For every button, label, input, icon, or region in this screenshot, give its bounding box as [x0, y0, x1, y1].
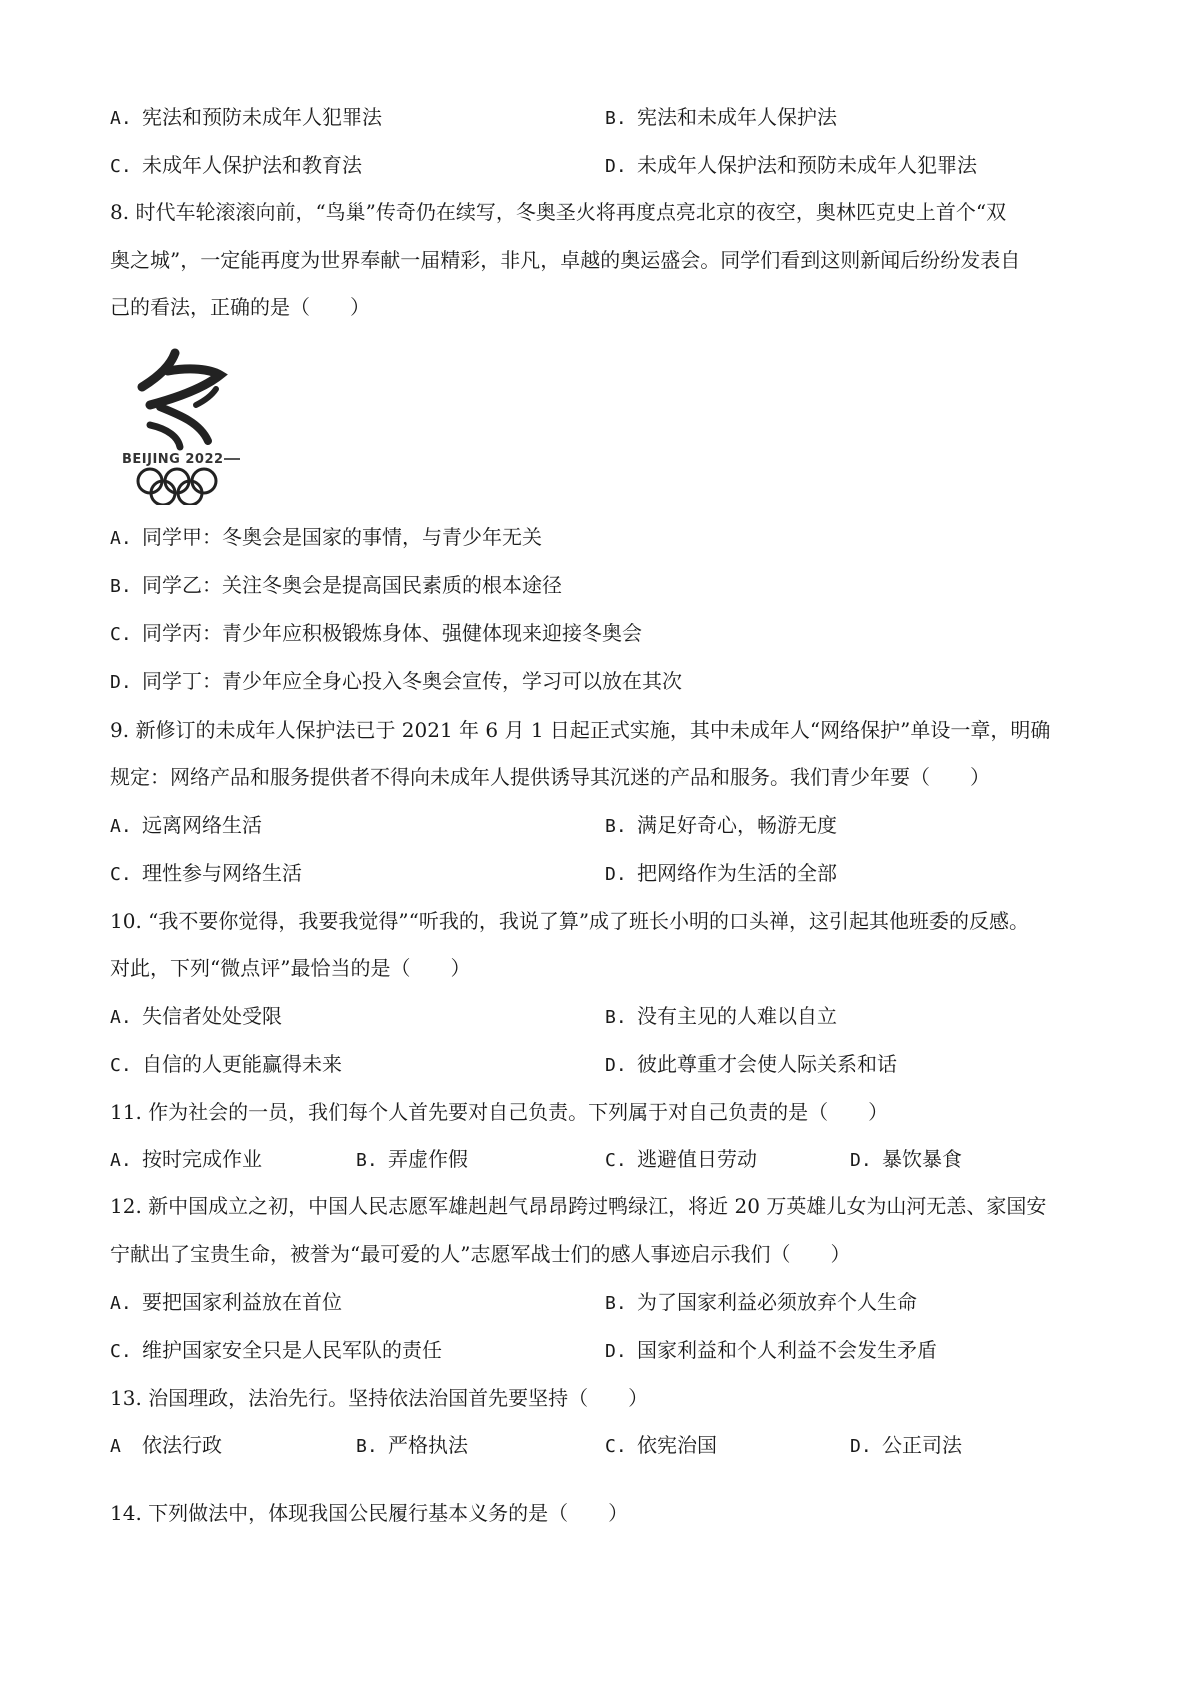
- option-letter: B.: [356, 1436, 378, 1457]
- beijing-2022-logo: [120, 345, 270, 505]
- option-text: 满足好奇心，畅游无度: [637, 813, 837, 837]
- option-text: 按时完成作业: [142, 1147, 262, 1171]
- option-letter: A.: [110, 1293, 132, 1314]
- q13-option-c: [605, 1430, 717, 1460]
- option-letter: D.: [850, 1436, 872, 1457]
- q12-option-d: [605, 1335, 937, 1365]
- option-text: 自信的人更能赢得未来: [142, 1052, 342, 1076]
- q7-option-b: [605, 102, 837, 132]
- q13-option-b: [356, 1430, 468, 1460]
- q8-stem-line-2: 奥之城”，一定能再度为世界奉献一届精彩，非凡，卓越的奥运盛会。同学们看到这则新闻后纷纷发表自: [110, 248, 1021, 272]
- q7-option-c: [110, 150, 362, 180]
- option-letter: A.: [110, 528, 132, 549]
- q9-option-a: [110, 810, 262, 840]
- option-letter: C.: [605, 1436, 627, 1457]
- q8-option-d: [110, 666, 682, 696]
- q9-stem-line-1: 9. 新修订的未成年人保护法已于 2021 年 6 月 1 日起正式实施，其中未成年人“网络保护”单设一章，明确: [110, 718, 1051, 742]
- q9-stem-line-2: 规定：网络产品和服务提供者不得向未成年人提供诱导其沉迷的产品和服务。我们青少年要（ ）: [110, 765, 990, 789]
- q11-option-b: [356, 1144, 468, 1174]
- option-letter: A.: [110, 108, 132, 129]
- option-text: 理性参与网络生活: [142, 861, 302, 885]
- q8-option-c: [110, 618, 642, 648]
- option-letter: C.: [110, 864, 132, 885]
- q9-option-b: [605, 810, 837, 840]
- q14-stem-line-1: 14. 下列做法中，体现我国公民履行基本义务的是（ ）: [110, 1501, 629, 1525]
- q10-stem-line-2: 对此，下列“微点评”最恰当的是（ ）: [110, 956, 471, 980]
- option-text: 弄虚作假: [388, 1147, 468, 1171]
- option-letter: B.: [605, 1007, 627, 1028]
- option-letter: C.: [110, 1055, 132, 1076]
- option-letter: D.: [605, 156, 627, 177]
- q8-option-b: [110, 570, 562, 600]
- q13-option-a: [110, 1430, 222, 1460]
- option-letter: B.: [605, 108, 627, 129]
- q13-option-d: [850, 1430, 962, 1460]
- q11-option-c: [605, 1144, 757, 1174]
- option-letter: B.: [605, 1293, 627, 1314]
- q12-stem-line-1: 12. 新中国成立之初，中国人民志愿军雄赳赳气昂昂跨过鸭绿江，将近 20 万英雄儿女为山河无恙、家国安: [110, 1194, 1047, 1218]
- option-text: 远离网络生活: [142, 813, 262, 837]
- option-letter: A.: [110, 1150, 132, 1171]
- q13-stem-line-1: 13. 治国理政，法治先行。坚持依法治国首先要坚持（ ）: [110, 1386, 649, 1410]
- option-letter: C.: [110, 156, 132, 177]
- option-letter: C.: [110, 624, 132, 645]
- q7-option-d: [605, 150, 977, 180]
- q11-stem-line-1: 11. 作为社会的一员，我们每个人首先要对自己负责。下列属于对自己负责的是（ ）: [110, 1100, 889, 1124]
- q10-option-d: [605, 1049, 897, 1079]
- option-text: 维护国家安全只是人民军队的责任: [142, 1338, 442, 1362]
- option-letter: D.: [110, 672, 132, 693]
- option-text: 公正司法: [882, 1433, 962, 1457]
- option-letter: D.: [605, 1341, 627, 1362]
- option-text: 失信者处处受限: [142, 1004, 282, 1028]
- option-text: 要把国家利益放在首位: [142, 1290, 342, 1314]
- option-letter: D.: [605, 1055, 627, 1076]
- option-letter: B.: [605, 816, 627, 837]
- option-letter: A: [110, 1436, 121, 1457]
- q11-option-a: [110, 1144, 262, 1174]
- option-text: 宪法和预防未成年人犯罪法: [142, 105, 382, 129]
- option-text: 把网络作为生活的全部: [637, 861, 837, 885]
- option-text: 同学乙：关注冬奥会是提高国民素质的根本途径: [142, 573, 562, 597]
- q10-option-c: [110, 1049, 342, 1079]
- option-text: 依宪治国: [637, 1433, 717, 1457]
- option-text: 暴饮暴食: [882, 1147, 962, 1171]
- q10-stem-line-1: 10. “我不要你觉得，我要我觉得”“听我的，我说了算”成了班长小明的口头禅，这引起其他班委的反感。: [110, 909, 1030, 933]
- option-text: 国家利益和个人利益不会发生矛盾: [637, 1338, 937, 1362]
- option-letter: D.: [850, 1150, 872, 1171]
- option-letter: B.: [110, 576, 132, 597]
- option-letter: C.: [110, 1341, 132, 1362]
- q10-option-b: [605, 1001, 837, 1031]
- q8-stem-line-3: 己的看法，正确的是（ ）: [110, 295, 370, 319]
- q12-option-b: [605, 1287, 917, 1317]
- q8-stem-line-1: 8. 时代车轮滚滚向前，“鸟巢”传奇仍在续写，冬奥圣火将再度点亮北京的夜空，奥林匹克史上首个“双: [110, 200, 1007, 224]
- q9-option-c: [110, 858, 302, 888]
- option-text: 同学甲：冬奥会是国家的事情，与青少年无关: [142, 525, 542, 549]
- option-text: 逃避值日劳动: [637, 1147, 757, 1171]
- option-letter: B.: [356, 1150, 378, 1171]
- option-text: 未成年人保护法和预防未成年人犯罪法: [637, 153, 977, 177]
- option-letter: C.: [605, 1150, 627, 1171]
- option-text: 没有主见的人难以自立: [637, 1004, 837, 1028]
- q10-option-a: [110, 1001, 282, 1031]
- option-text: 同学丁：青少年应全身心投入冬奥会宣传，学习可以放在其次: [142, 669, 682, 693]
- option-text: 为了国家利益必须放弃个人生命: [637, 1290, 917, 1314]
- option-text: 彼此尊重才会使人际关系和话: [637, 1052, 897, 1076]
- q12-option-c: [110, 1335, 442, 1365]
- option-letter: D.: [605, 864, 627, 885]
- option-text: 严格执法: [388, 1433, 468, 1457]
- option-text: 依法行政: [142, 1433, 222, 1457]
- logo-text: BEIJING 2022: [122, 452, 224, 467]
- option-letter: A.: [110, 816, 132, 837]
- q12-stem-line-2: 宁献出了宝贵生命，被誉为“最可爱的人”志愿军战士们的感人事迹启示我们（ ）: [110, 1242, 851, 1266]
- q8-option-a: [110, 522, 542, 552]
- option-letter: A.: [110, 1007, 132, 1028]
- winter-olympics-emblem-icon: [120, 345, 270, 505]
- option-text: 未成年人保护法和教育法: [142, 153, 362, 177]
- option-text: 同学丙：青少年应积极锻炼身体、强健体现来迎接冬奥会: [142, 621, 642, 645]
- q7-option-a: [110, 102, 382, 132]
- q9-option-d: [605, 858, 837, 888]
- q12-option-a: [110, 1287, 342, 1317]
- option-text: 宪法和未成年人保护法: [637, 105, 837, 129]
- q11-option-d: [850, 1144, 962, 1174]
